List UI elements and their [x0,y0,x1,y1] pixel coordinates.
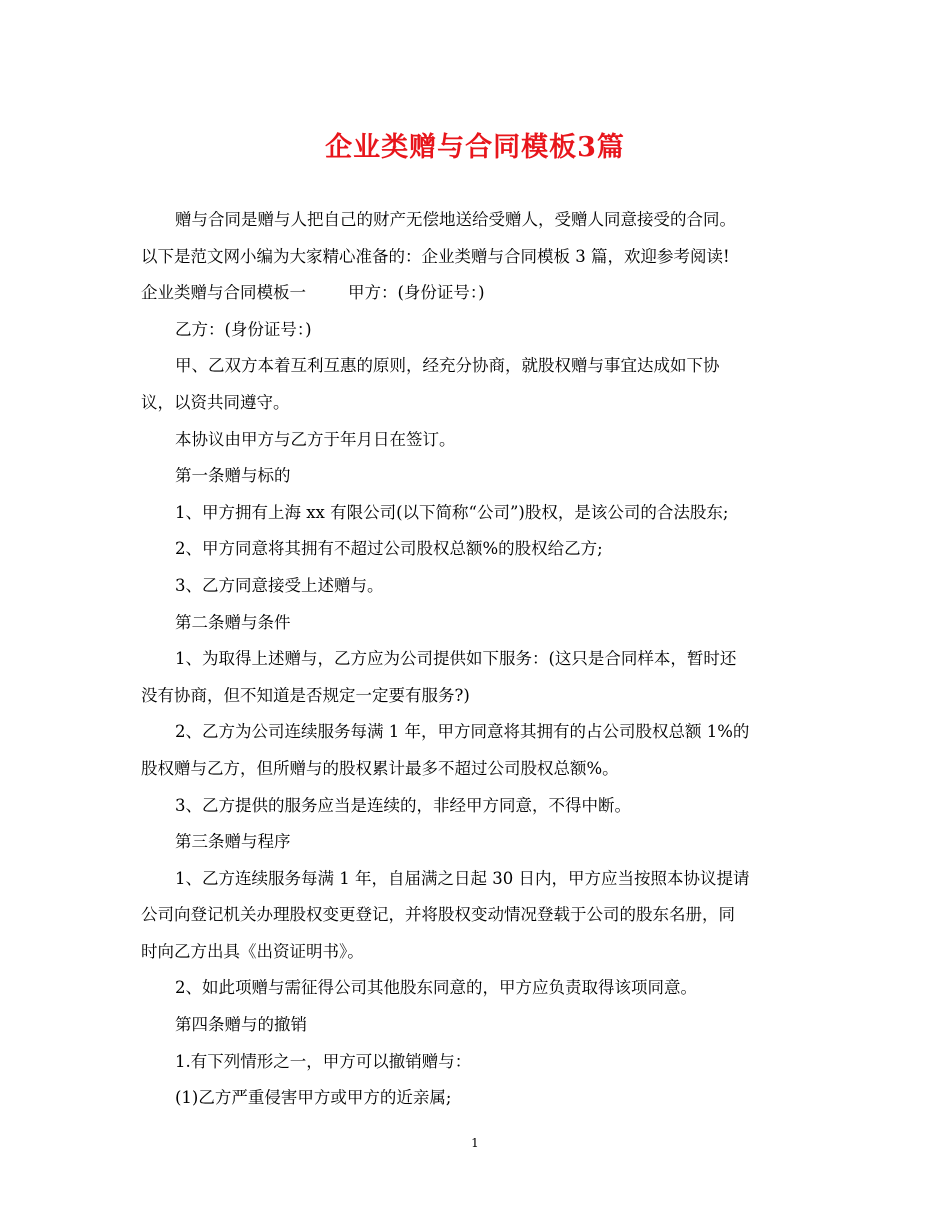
section-heading: 第一条赠与标的 [175,466,291,486]
paragraph-line: (1)乙方严重侵害甲方或甲方的近亲属; [175,1088,452,1108]
paragraph-line: 本协议由甲方与乙方于年月日在签订。 [175,429,456,449]
page-number: 1 [471,1136,479,1150]
paragraph-line: 以下是范文网小编为大家精心准备的：企业类赠与合同模板 3 篇，欢迎参考阅读! [141,246,730,266]
paragraph-line: 1.有下列情形之一，甲方可以撤销赠与： [175,1051,472,1071]
paragraph-line: 股权赠与乙方，但所赠与的股权累计最多不超过公司股权总额%。 [141,758,619,778]
paragraph-line: 甲、乙双方本着互利互惠的原则，经充分协商，就股权赠与事宜达成如下协 [175,356,720,376]
paragraph-line: 3、乙方同意接受上述赠与。 [175,575,384,595]
paragraph-line: 议，以资共同遵守。 [141,392,290,412]
paragraph-line: 1、乙方连续服务每满 1 年，自届满之日起 30 日内，甲方应当按照本协议提请 [175,868,750,888]
paragraph-line: 2、甲方同意将其拥有不超过公司股权总额%的股权给乙方; [175,539,603,559]
document-body [141,202,811,1117]
paragraph-line: 没有协商，但不知道是否规定一定要有服务?) [141,685,470,705]
paragraph-line: 1、为取得上述赠与，乙方应为公司提供如下服务：(这只是合同样本，暂时还 [175,649,737,669]
paragraph-line: 2、乙方为公司连续服务每满 1 年，甲方同意将其拥有的占公司股权总额 1%的 [175,722,750,742]
paragraph-line: 赠与合同是赠与人把自己的财产无偿地送给受赠人，受赠人同意接受的合同。 [175,210,736,229]
paragraph-line: 时向乙方出具《出资证明书》。 [141,941,364,961]
section-heading: 第四条赠与的撤销 [175,1015,307,1035]
document-title: 企业类赠与合同模板3篇 [325,132,625,163]
paragraph-line: 2、如此项赠与需征得公司其他股东同意的，甲方应负责取得该项同意。 [175,978,697,998]
section-heading: 第二条赠与条件 [175,612,291,632]
paragraph-line: 乙方：(身份证号：) [175,319,312,339]
paragraph-line: 3、乙方提供的服务应当是连续的，非经甲方同意，不得中断。 [175,795,631,815]
paragraph-line: 企业类赠与合同模板一 甲方：(身份证号：) [141,283,485,303]
section-heading: 第三条赠与程序 [175,832,291,852]
paragraph-line: 1、甲方拥有上海 xx 有限公司(以下简称“公司”)股权，是该公司的合法股东; [175,502,729,522]
paragraph-line: 公司向登记机关办理股权变更登记，并将股权变动情况登载于公司的股东名册，同 [141,905,735,925]
